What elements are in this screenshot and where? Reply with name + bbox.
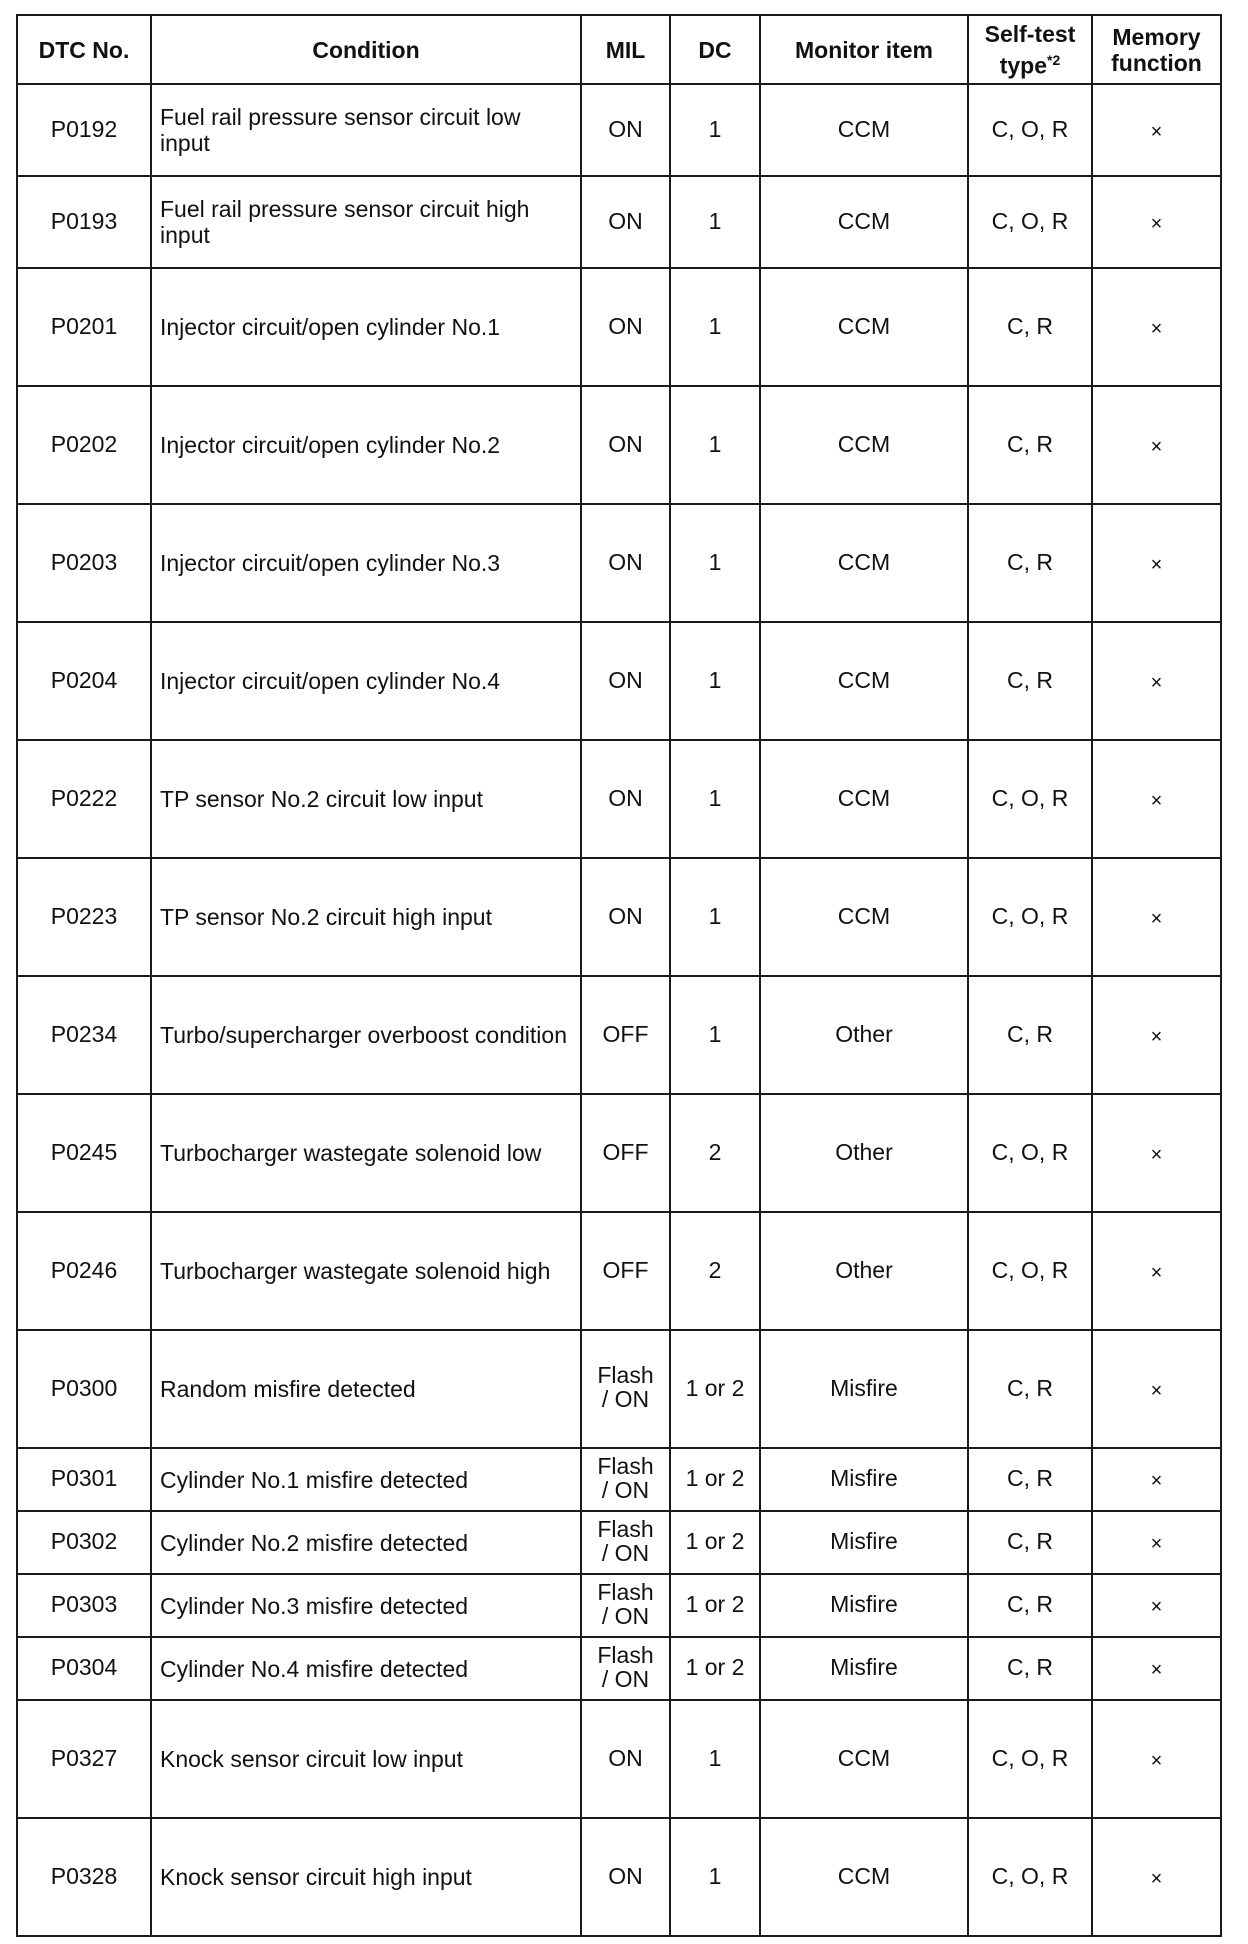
dc-value: 1 bbox=[670, 976, 760, 1094]
mil-status: ON bbox=[581, 622, 670, 740]
dc-value: 1 or 2 bbox=[670, 1448, 760, 1511]
dc-value: 1 bbox=[670, 1700, 760, 1818]
self-test-type: C, R bbox=[968, 504, 1092, 622]
monitor-item: Other bbox=[760, 1212, 968, 1330]
memory-function: × bbox=[1092, 504, 1221, 622]
mil-status: OFF bbox=[581, 1212, 670, 1330]
dtc-code: P0192 bbox=[17, 84, 151, 176]
condition-text: Cylinder No.4 misfire detected bbox=[151, 1637, 581, 1700]
monitor-item: CCM bbox=[760, 1818, 968, 1936]
memory-function: × bbox=[1092, 1637, 1221, 1700]
self-test-type: C, R bbox=[968, 1511, 1092, 1574]
table-row bbox=[17, 1330, 1221, 1448]
table-row bbox=[17, 1818, 1221, 1936]
monitor-item: Misfire bbox=[760, 1511, 968, 1574]
mil-status: ON bbox=[581, 176, 670, 268]
monitor-item: CCM bbox=[760, 84, 968, 176]
self-test-type: C, R bbox=[968, 1330, 1092, 1448]
mil-status: Flash / ON bbox=[581, 1574, 670, 1637]
table-row bbox=[17, 858, 1221, 976]
memory-function: × bbox=[1092, 1212, 1221, 1330]
table-row bbox=[17, 740, 1221, 858]
monitor-item: Misfire bbox=[760, 1448, 968, 1511]
table-row bbox=[17, 176, 1221, 268]
dtc-code: P0201 bbox=[17, 268, 151, 386]
table-row bbox=[17, 1448, 1221, 1511]
mil-status: ON bbox=[581, 386, 670, 504]
header-condition: Condition bbox=[151, 15, 581, 84]
table-row bbox=[17, 1637, 1221, 1700]
dtc-code: P0303 bbox=[17, 1574, 151, 1637]
dtc-code: P0222 bbox=[17, 740, 151, 858]
dc-value: 1 bbox=[670, 84, 760, 176]
dtc-code: P0301 bbox=[17, 1448, 151, 1511]
header-mil: MIL bbox=[581, 15, 670, 84]
dtc-code: P0246 bbox=[17, 1212, 151, 1330]
self-test-type: C, R bbox=[968, 1637, 1092, 1700]
dc-value: 1 bbox=[670, 740, 760, 858]
table-row bbox=[17, 504, 1221, 622]
header-self-test-type bbox=[968, 15, 1092, 84]
mil-status: ON bbox=[581, 268, 670, 386]
condition-text: Knock sensor circuit low input bbox=[151, 1700, 581, 1818]
dtc-code: P0202 bbox=[17, 386, 151, 504]
monitor-item: Other bbox=[760, 1094, 968, 1212]
memory-function: × bbox=[1092, 1574, 1221, 1637]
memory-function: × bbox=[1092, 622, 1221, 740]
monitor-item: Misfire bbox=[760, 1574, 968, 1637]
table-body bbox=[17, 84, 1221, 1936]
condition-text: Turbocharger wastegate solenoid high bbox=[151, 1212, 581, 1330]
mil-status: Flash / ON bbox=[581, 1448, 670, 1511]
monitor-item: Misfire bbox=[760, 1637, 968, 1700]
dtc-code: P0300 bbox=[17, 1330, 151, 1448]
condition-text: Injector circuit/open cylinder No.4 bbox=[151, 622, 581, 740]
memory-function: × bbox=[1092, 1700, 1221, 1818]
memory-function: × bbox=[1092, 386, 1221, 504]
monitor-item: Other bbox=[760, 976, 968, 1094]
dc-value: 1 bbox=[670, 504, 760, 622]
condition-text: Turbocharger wastegate solenoid low bbox=[151, 1094, 581, 1212]
condition-text: Fuel rail pressure sensor circuit high input bbox=[151, 176, 581, 268]
header-self-test-label: Self-test type bbox=[984, 20, 1076, 79]
header-dtc: DTC No. bbox=[17, 15, 151, 84]
condition-text: Fuel rail pressure sensor circuit low input bbox=[151, 84, 581, 176]
memory-function: × bbox=[1092, 1511, 1221, 1574]
dc-value: 1 bbox=[670, 268, 760, 386]
dtc-code: P0203 bbox=[17, 504, 151, 622]
monitor-item: CCM bbox=[760, 858, 968, 976]
dtc-code: P0328 bbox=[17, 1818, 151, 1936]
mil-status: Flash / ON bbox=[581, 1330, 670, 1448]
mil-status: ON bbox=[581, 1700, 670, 1818]
monitor-item: Misfire bbox=[760, 1330, 968, 1448]
dc-value: 1 bbox=[670, 1818, 760, 1936]
monitor-item: CCM bbox=[760, 622, 968, 740]
self-test-type: C, R bbox=[968, 622, 1092, 740]
dc-value: 1 bbox=[670, 622, 760, 740]
dc-value: 1 bbox=[670, 386, 760, 504]
self-test-type: C, O, R bbox=[968, 1094, 1092, 1212]
dtc-code: P0193 bbox=[17, 176, 151, 268]
monitor-item: CCM bbox=[760, 504, 968, 622]
footnote-marker: *2 bbox=[1047, 51, 1061, 68]
table-row bbox=[17, 1212, 1221, 1330]
condition-text: TP sensor No.2 circuit low input bbox=[151, 740, 581, 858]
self-test-type: C, R bbox=[968, 1574, 1092, 1637]
monitor-item: CCM bbox=[760, 268, 968, 386]
condition-text: Injector circuit/open cylinder No.1 bbox=[151, 268, 581, 386]
dtc-code: P0223 bbox=[17, 858, 151, 976]
memory-function: × bbox=[1092, 1330, 1221, 1448]
self-test-type: C, O, R bbox=[968, 858, 1092, 976]
dc-value: 2 bbox=[670, 1212, 760, 1330]
self-test-type: C, O, R bbox=[968, 1818, 1092, 1936]
self-test-type: C, R bbox=[968, 1448, 1092, 1511]
condition-text: Cylinder No.2 misfire detected bbox=[151, 1511, 581, 1574]
self-test-type: C, R bbox=[968, 386, 1092, 504]
condition-text: Cylinder No.1 misfire detected bbox=[151, 1448, 581, 1511]
memory-function: × bbox=[1092, 1448, 1221, 1511]
memory-function: × bbox=[1092, 740, 1221, 858]
condition-text: TP sensor No.2 circuit high input bbox=[151, 858, 581, 976]
dtc-code: P0302 bbox=[17, 1511, 151, 1574]
memory-function: × bbox=[1092, 176, 1221, 268]
self-test-type: C, O, R bbox=[968, 1212, 1092, 1330]
self-test-type: C, O, R bbox=[968, 84, 1092, 176]
dc-value: 1 or 2 bbox=[670, 1511, 760, 1574]
dc-value: 1 bbox=[670, 176, 760, 268]
header-monitor-item: Monitor item bbox=[760, 15, 968, 84]
mil-status: ON bbox=[581, 1818, 670, 1936]
memory-function: × bbox=[1092, 858, 1221, 976]
mil-status: ON bbox=[581, 740, 670, 858]
self-test-type: C, O, R bbox=[968, 176, 1092, 268]
memory-function: × bbox=[1092, 976, 1221, 1094]
dtc-code: P0234 bbox=[17, 976, 151, 1094]
self-test-type: C, O, R bbox=[968, 1700, 1092, 1818]
dc-value: 1 or 2 bbox=[670, 1330, 760, 1448]
mil-status: Flash / ON bbox=[581, 1637, 670, 1700]
dtc-code: P0204 bbox=[17, 622, 151, 740]
mil-status: OFF bbox=[581, 1094, 670, 1212]
dc-value: 1 or 2 bbox=[670, 1637, 760, 1700]
condition-text: Injector circuit/open cylinder No.2 bbox=[151, 386, 581, 504]
monitor-item: CCM bbox=[760, 176, 968, 268]
table-row bbox=[17, 268, 1221, 386]
monitor-item: CCM bbox=[760, 740, 968, 858]
table-row bbox=[17, 386, 1221, 504]
mil-status: OFF bbox=[581, 976, 670, 1094]
table-row bbox=[17, 976, 1221, 1094]
mil-status: ON bbox=[581, 504, 670, 622]
table-row bbox=[17, 84, 1221, 176]
condition-text: Cylinder No.3 misfire detected bbox=[151, 1574, 581, 1637]
mil-status: ON bbox=[581, 858, 670, 976]
dc-value: 1 or 2 bbox=[670, 1574, 760, 1637]
table-row bbox=[17, 1094, 1221, 1212]
dtc-table-sheet bbox=[16, 14, 1220, 1937]
memory-function: × bbox=[1092, 84, 1221, 176]
mil-status: Flash / ON bbox=[581, 1511, 670, 1574]
memory-function: × bbox=[1092, 268, 1221, 386]
monitor-item: CCM bbox=[760, 1700, 968, 1818]
dtc-table bbox=[16, 14, 1222, 1937]
mil-status: ON bbox=[581, 84, 670, 176]
memory-function: × bbox=[1092, 1818, 1221, 1936]
header-memory-function: Memory function bbox=[1092, 15, 1221, 84]
header-row bbox=[17, 15, 1221, 84]
self-test-type: C, R bbox=[968, 268, 1092, 386]
table-row bbox=[17, 1574, 1221, 1637]
condition-text: Knock sensor circuit high input bbox=[151, 1818, 581, 1936]
condition-text: Turbo/supercharger overboost condition bbox=[151, 976, 581, 1094]
self-test-type: C, R bbox=[968, 976, 1092, 1094]
monitor-item: CCM bbox=[760, 386, 968, 504]
header-dc: DC bbox=[670, 15, 760, 84]
dc-value: 2 bbox=[670, 1094, 760, 1212]
memory-function: × bbox=[1092, 1094, 1221, 1212]
table-row bbox=[17, 622, 1221, 740]
dtc-code: P0304 bbox=[17, 1637, 151, 1700]
condition-text: Injector circuit/open cylinder No.3 bbox=[151, 504, 581, 622]
dc-value: 1 bbox=[670, 858, 760, 976]
table-row bbox=[17, 1511, 1221, 1574]
dtc-code: P0327 bbox=[17, 1700, 151, 1818]
dtc-code: P0245 bbox=[17, 1094, 151, 1212]
self-test-type: C, O, R bbox=[968, 740, 1092, 858]
table-row bbox=[17, 1700, 1221, 1818]
condition-text: Random misfire detected bbox=[151, 1330, 581, 1448]
